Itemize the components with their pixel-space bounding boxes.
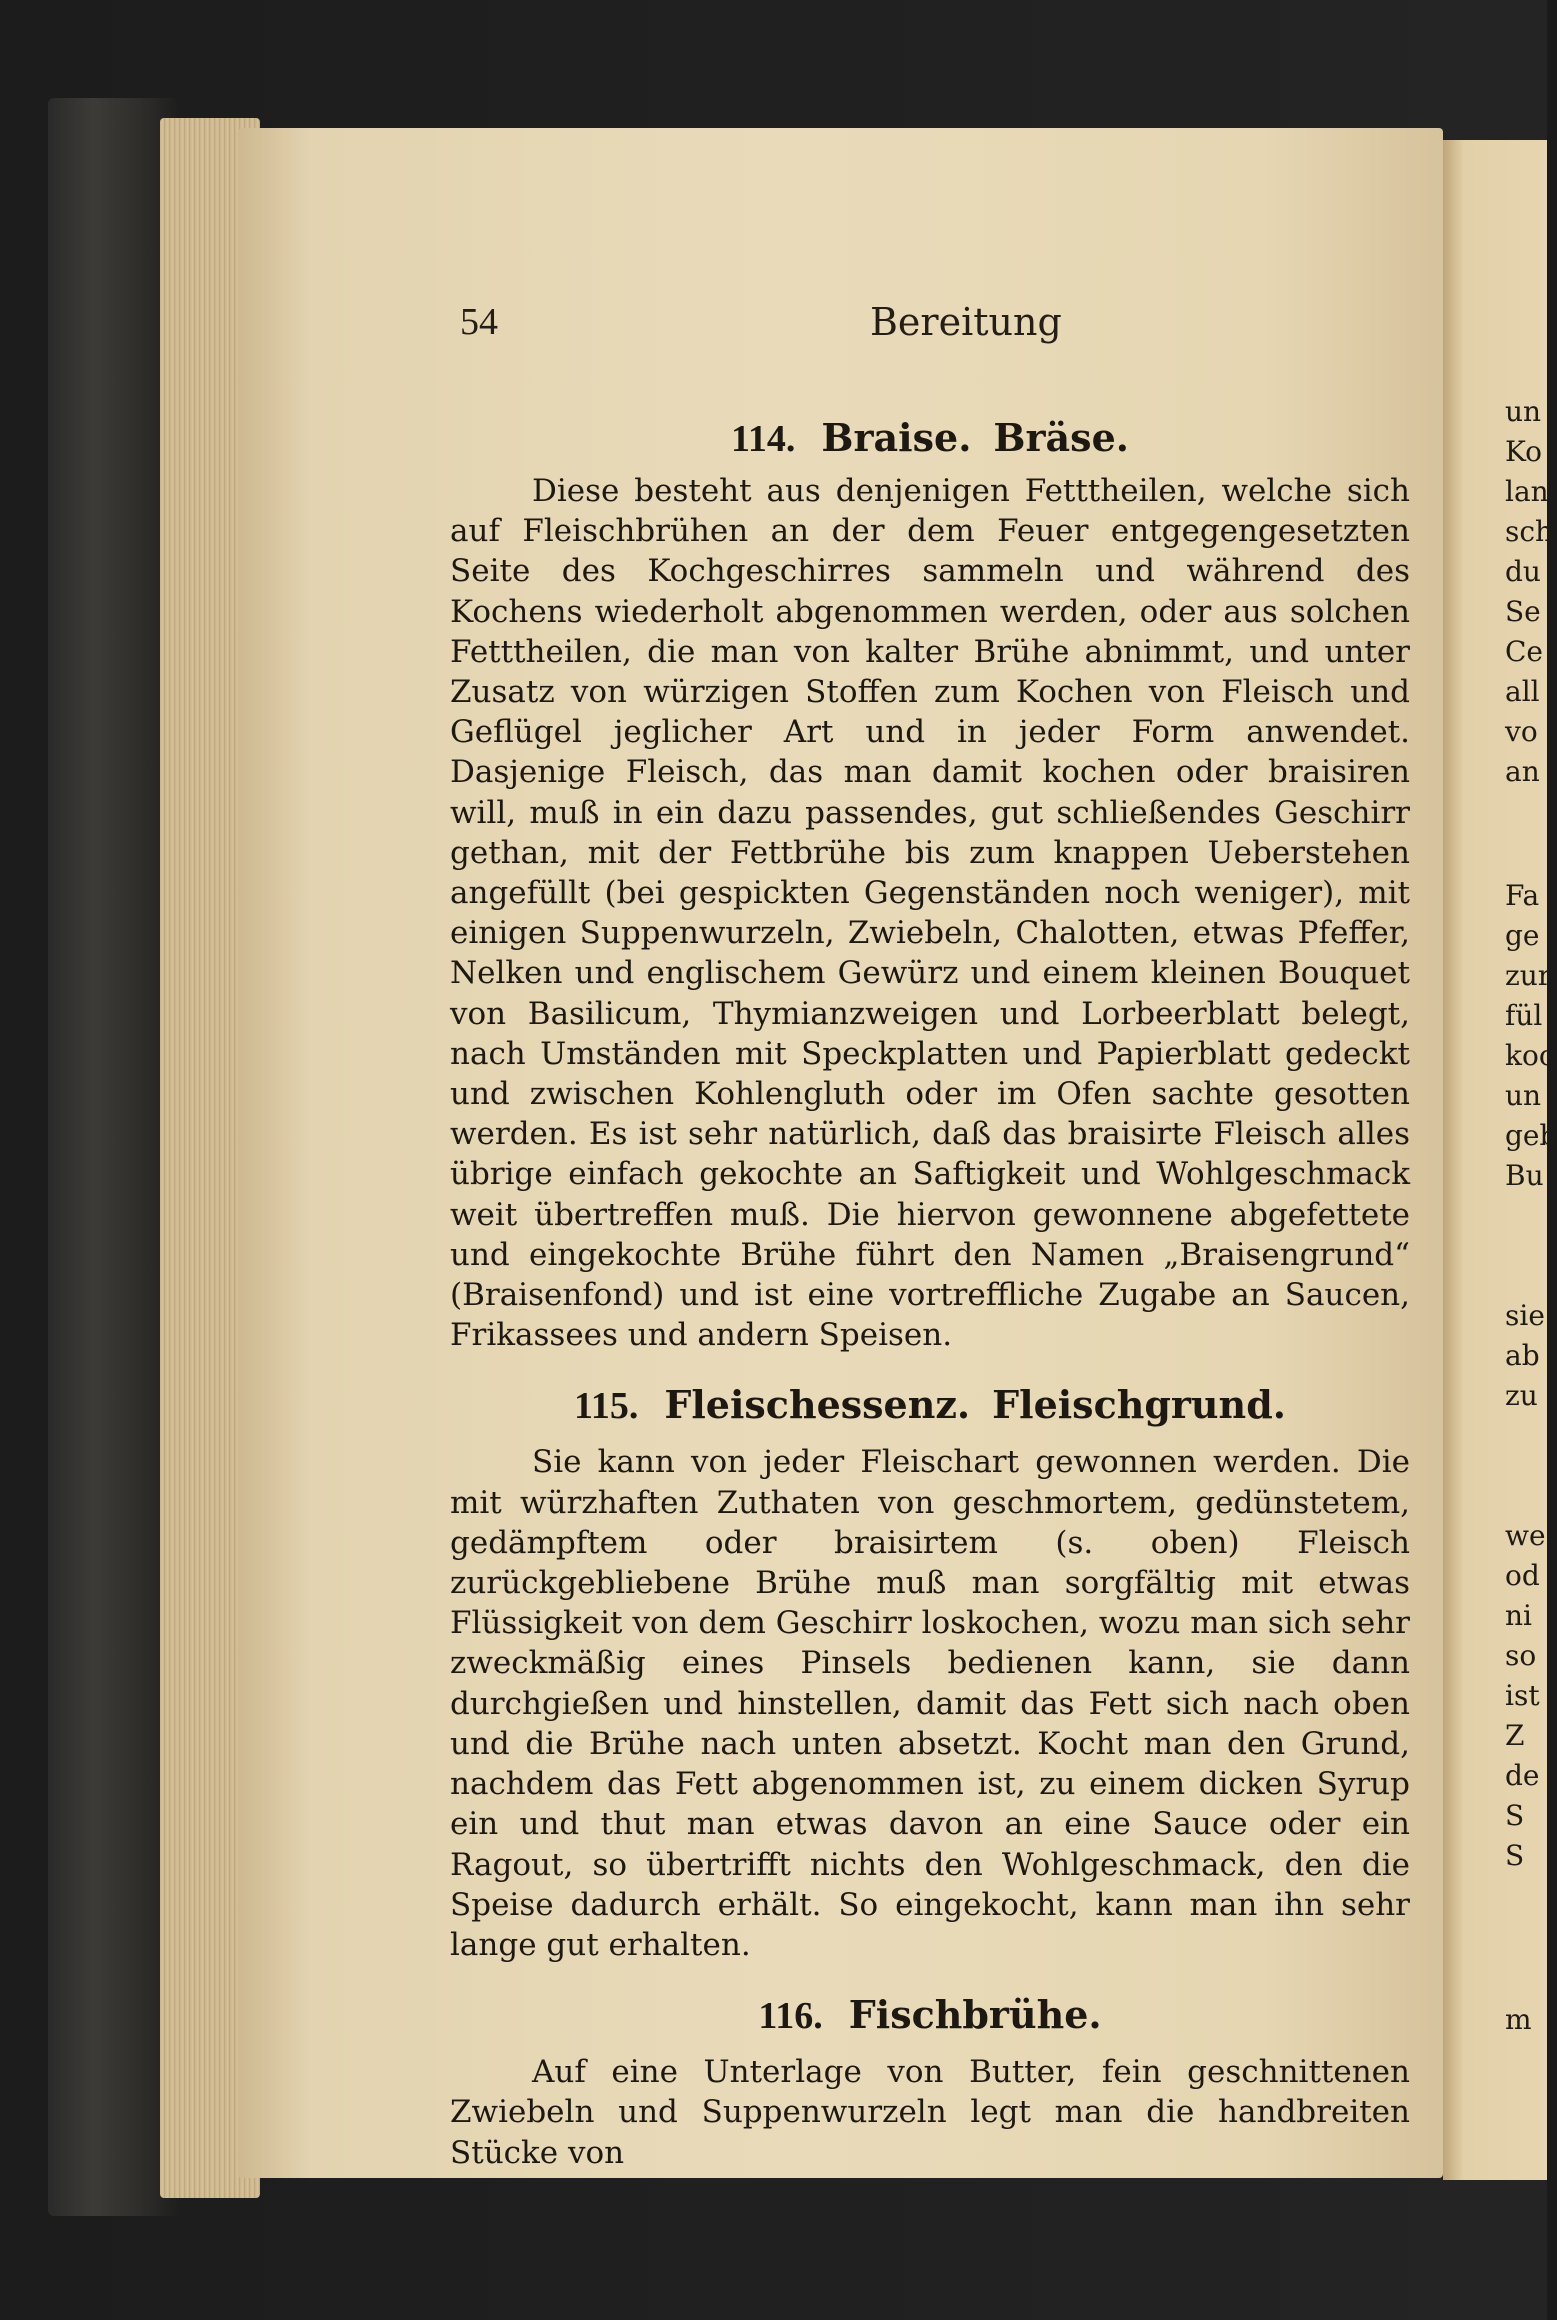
next-page-fragment: Bu bbox=[1505, 1159, 1544, 1192]
next-page-fragment: od bbox=[1505, 1559, 1540, 1592]
section-number: 114. bbox=[731, 418, 796, 460]
section-number: 115. bbox=[573, 1385, 639, 1428]
section-heading bbox=[450, 1987, 1410, 2044]
next-page-fragment: de bbox=[1505, 1759, 1540, 1792]
next-page-fragment: zur bbox=[1505, 959, 1552, 992]
next-page-fragment: we bbox=[1505, 1519, 1546, 1552]
next-page-fragment: fül bbox=[1505, 999, 1543, 1032]
section-heading bbox=[450, 1377, 1410, 1434]
next-page-fragment: Ko bbox=[1505, 435, 1543, 468]
next-page-fragment: lan bbox=[1505, 475, 1549, 508]
next-page-fragment: un bbox=[1505, 1079, 1542, 1112]
next-page-fragment: sie bbox=[1505, 1299, 1545, 1332]
next-page-fragment: geb bbox=[1505, 1119, 1557, 1152]
next-page-fragment: all bbox=[1505, 675, 1540, 708]
next-page-fragment: ge bbox=[1505, 919, 1540, 952]
next-page-fragment: an bbox=[1505, 755, 1540, 788]
next-page-fragment: ni bbox=[1505, 1599, 1532, 1632]
next-page-fragment: koc bbox=[1505, 1039, 1555, 1072]
book-cover bbox=[48, 98, 178, 2216]
next-page-fragment: S bbox=[1505, 1799, 1525, 1832]
next-page-fragment: m bbox=[1505, 2003, 1532, 2036]
section-alt-title: Fleischgrund. bbox=[992, 1382, 1286, 1428]
section-number: 116. bbox=[758, 1995, 823, 2038]
next-page-fragment: un bbox=[1505, 395, 1542, 428]
running-title: Bereitung bbox=[870, 300, 1062, 344]
page-header bbox=[460, 300, 1400, 350]
next-page-fragment: Ce bbox=[1505, 635, 1543, 668]
section-title: Fischbrühe. bbox=[848, 1992, 1102, 2038]
section-alt-title: Bräse. bbox=[993, 415, 1129, 460]
next-page-fragment: Z bbox=[1505, 1719, 1525, 1752]
next-page-fragment: Se bbox=[1505, 595, 1541, 628]
next-page-edge bbox=[1443, 140, 1557, 2180]
next-page-fragment: ist bbox=[1505, 1679, 1540, 1712]
next-page-fragment: sch bbox=[1505, 515, 1554, 548]
next-page-fragment: Fa bbox=[1505, 879, 1540, 912]
section-body: Auf eine Unterlage von Butter, fein geschnittenen Zwiebeln und Suppenwurzeln legt man die handbreiten Stücke von bbox=[450, 2054, 1410, 2171]
section-heading bbox=[450, 410, 1410, 467]
next-page-fragment: S bbox=[1505, 1839, 1525, 1872]
section-title: Braise. bbox=[821, 415, 972, 460]
page-text bbox=[450, 410, 1410, 2173]
next-page-fragment: ab bbox=[1505, 1339, 1540, 1372]
next-page-fragment: so bbox=[1505, 1639, 1537, 1672]
section-body: Diese besteht aus denjenigen Fetttheilen, welche sich auf Fleischbrühen an der dem Feuer entgegengesetzten Seite des Kochgeschirres sammeln und während des Kochens wiederholt abgenommen werden, oder aus solchen Fetttheilen, die man von kalter Brühe abnimmt, und unter Zusatz von würzigen Stoffen zum Kochen von Fleisch und Geflügel jeglicher Art und in jeder Form anwendet. Dasjenige Fleisch, das man damit kochen oder braisiren will, muß in ein dazu passendes, gut schließendes Geschirr gethan, mit der Fettbrühe bis zum knappen Ueberstehen angefüllt (bei gespickten Gegenständen noch weniger), mit einigen Suppenwurzeln, Zwiebeln, Chalotten, etwas Pfeffer, Nelken und englischem Gewürz und einem kleinen Bouquet von Basilicum, Thymianzweigen und Lorbeerblatt belegt, nach Umständen mit Speckplatten und Papierblatt gedeckt und zwischen Kohlengluth oder im Ofen sachte gesotten werden. Es ist sehr natürlich, daß das braisirte Fleisch alles übrige einfach gekochte an Saftigkeit und Wohlgeschmack weit übertreffen muß. Die hiervon gewonnene abgefettete und eingekochte Brühe führt den Namen „Braisengrund“ (Braisenfond) und ist eine vortreffliche Zugabe an Saucen, Frikassees und andern Speisen. bbox=[450, 473, 1410, 1354]
section-title: Fleischessenz. bbox=[664, 1382, 971, 1428]
next-page-fragment: du bbox=[1505, 555, 1541, 588]
section-body: Sie kann von jeder Fleischart gewonnen werden. Die mit würzhaften Zuthaten von geschmortem, gedünstetem, gedämpftem oder braisirtem (s. oben) Fleisch zurückgebliebene Brühe muß man sorgfältig mit etwas Flüssigkeit von dem Geschirr loskochen, wozu man sich sehr zweckmäßig eines Pinsels bedienen kann, sie dann durchgießen und hinstellen, damit das Fett sich nach oben und die Brühe nach unten absetzt. Kocht man den Grund, nachdem das Fett abgenommen ist, zu einem dicken Syrup ein und thut man etwas davon an eine Sauce oder ein Ragout, so übertrifft nichts den Wohlgeschmack, den die Speise dadurch erhält. So eingekocht, kann man ihn sehr lange gut erhalten. bbox=[450, 1444, 1410, 1963]
next-page-fragment: zu bbox=[1505, 1379, 1538, 1412]
page-number: 54 bbox=[460, 301, 498, 343]
next-page-fragment: vo bbox=[1505, 715, 1538, 748]
